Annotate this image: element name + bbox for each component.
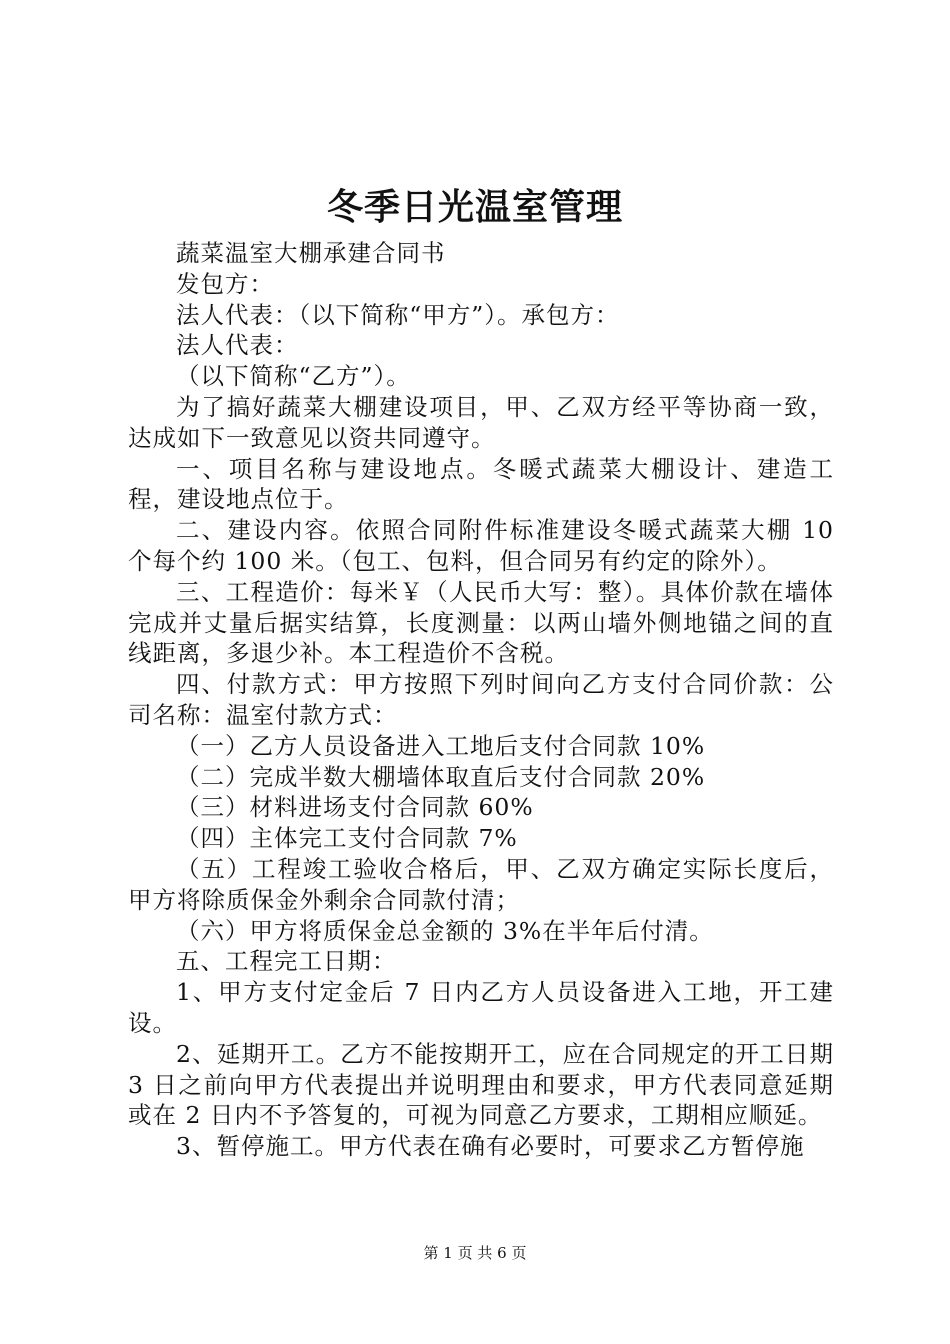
- paragraph: 3、暂停施工。甲方代表在确有必要时，可要求乙方暂停施: [176, 1132, 805, 1161]
- list-item: （六）甲方将质保金总金额的 3%在半年后付清。: [176, 916, 714, 945]
- paragraph: 五、工程完工日期：: [176, 947, 397, 976]
- paragraph: 1、甲方支付定金后 7 日内乙方人员设备进入工地，开工建设。: [128, 978, 834, 1037]
- paragraph: 四、付款方式：甲方按照下列时间向乙方支付合同价款：公司名称：温室付款方式：: [128, 670, 834, 729]
- paragraph: 2、延期开工。乙方不能按期开工，应在合同规定的开工日期 3 日之前向甲方代表提出并说明理由和要求，甲方代表同意延期或在 2 日内不予答复的，可视为同意乙方要求，工期相应顺延。: [128, 1039, 834, 1130]
- paragraph: 发包方：: [176, 269, 274, 298]
- paragraph: 一、项目名称与建设地点。冬暖式蔬菜大棚设计、建造工程，建设地点位于。: [128, 454, 834, 514]
- page-title: 冬季日光温室管理: [326, 186, 623, 228]
- paragraph: （以下简称“乙方”）。: [176, 362, 411, 391]
- page-footer: 第 1 页 共 6 页: [423, 1244, 527, 1262]
- paragraph: 法人代表：（以下简称“甲方”）。承包方：: [176, 300, 620, 329]
- list-item: （三）材料进场支付合同款 60%: [176, 793, 534, 822]
- paragraph: 为了搞好蔬菜大棚建设项目，甲、乙双方经平等协商一致，达成如下一致意见以资共同遵守。: [128, 392, 834, 452]
- paragraph: 法人代表：: [176, 331, 299, 360]
- list-item: （四）主体完工支付合同款 7%: [176, 824, 518, 853]
- list-item: （一）乙方人员设备进入工地后支付合同款 10%: [176, 731, 706, 760]
- paragraph: 蔬菜温室大棚承建合同书: [176, 239, 446, 267]
- paragraph: 三、工程造价：每米￥（人民币大写：整）。具体价款在墙体完成并丈量后据实结算，长度测量：以两山墙外侧地锚之间的直线距离，多退少补。本工程造价不含税。: [128, 577, 834, 668]
- list-item: （五）工程竣工验收合格后，甲、乙双方确定实际长度后，甲方将除质保金外剩余合同款付清；: [128, 854, 834, 914]
- paragraph: 二、建设内容。依照合同附件标准建设冬暖式蔬菜大棚 10 个每个约 100 米。（包工、包料，但合同另有约定的除外）。: [128, 516, 834, 575]
- document-body: [128, 238, 834, 1162]
- list-item: （二）完成半数大棚墙体取直后支付合同款 20%: [176, 762, 706, 791]
